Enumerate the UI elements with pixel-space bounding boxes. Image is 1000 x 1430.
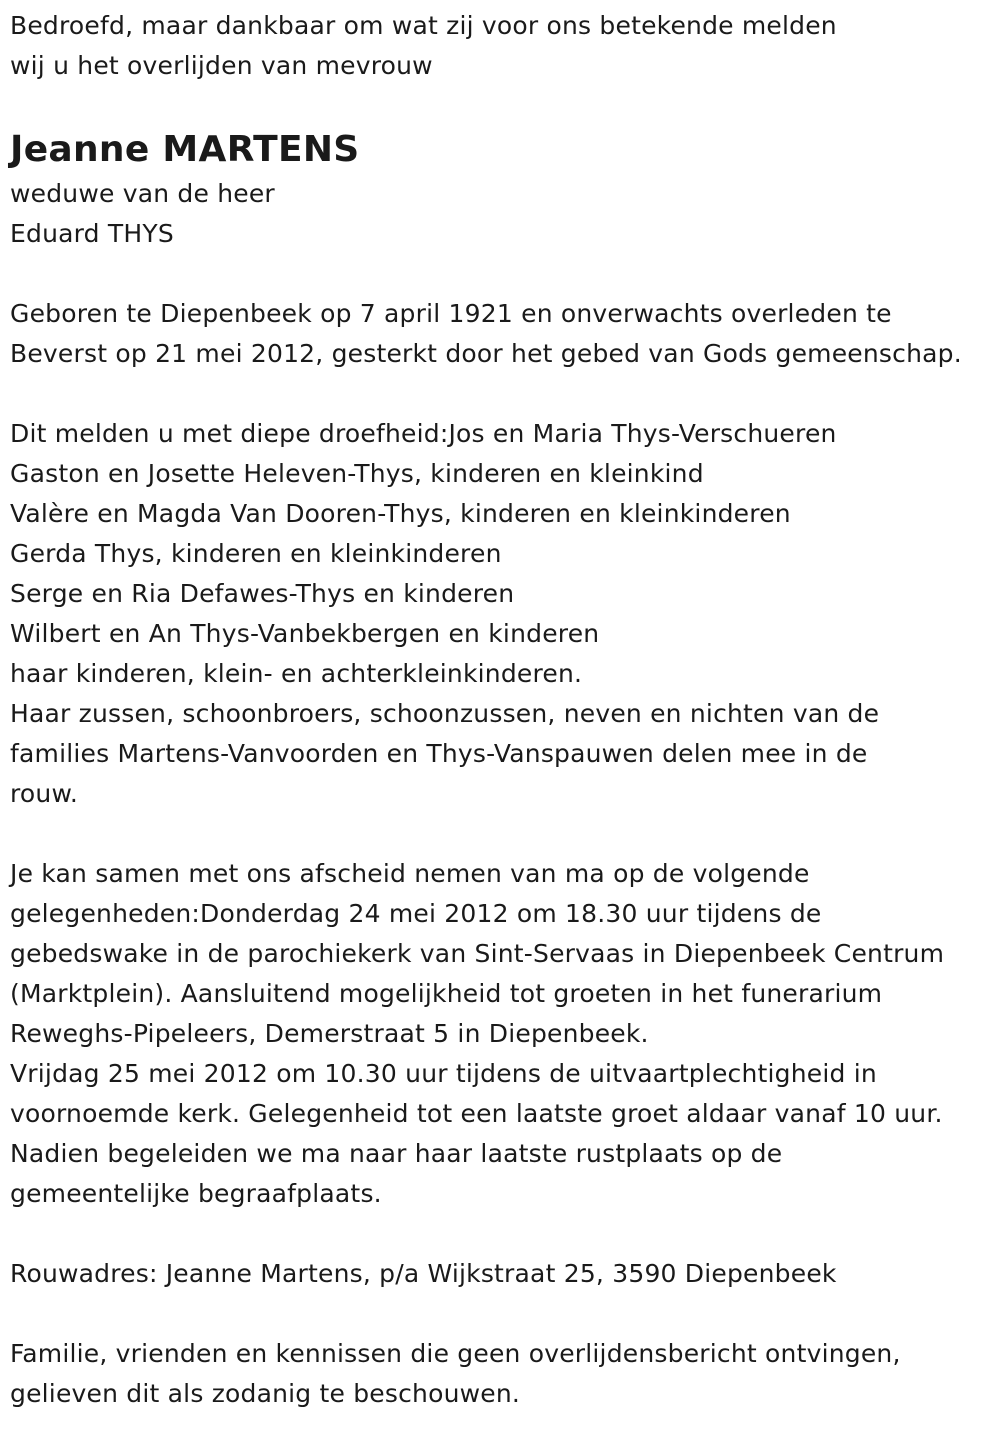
closing-paragraph (10, 1334, 995, 1414)
intro-line: Bedroefd, maar dankbaar om wat zij voor ons betekende melden (10, 11, 837, 40)
farewell-paragraph (10, 854, 995, 1214)
spouse-line: Eduard THYS (10, 219, 174, 248)
birth-death-paragraph (10, 294, 995, 374)
intro-paragraph (10, 6, 995, 86)
spouse-paragraph (10, 174, 995, 254)
farewell-line: gelegenheden:Donderdag 24 mei 2012 om 18.30 uur tijdens de (10, 899, 822, 928)
farewell-line: (Marktplein). Aansluitend mogelijkheid tot groeten in het funerarium (10, 979, 883, 1008)
farewell-line: gemeentelijke begraafplaats. (10, 1179, 382, 1208)
spacer (10, 1214, 995, 1254)
farewell-line: Vrijdag 25 mei 2012 om 10.30 uur tijdens de uitvaartplechtigheid in (10, 1059, 877, 1088)
family-line: Haar zussen, schoonbroers, schoonzussen, neven en nichten van de (10, 699, 880, 728)
farewell-line: Nadien begeleiden we ma naar haar laatste rustplaats op de (10, 1139, 783, 1168)
closing-line: Familie, vrienden en kennissen die geen overlijdensbericht ontvingen, (10, 1339, 901, 1368)
obituary-notice (10, 6, 995, 1414)
spacer (10, 374, 995, 414)
intro-line: wij u het overlijden van mevrouw (10, 51, 433, 80)
family-line: Gerda Thys, kinderen en kleinkinderen (10, 539, 502, 568)
farewell-line: gebedswake in de parochiekerk van Sint-Servaas in Diepenbeek Centrum (10, 939, 945, 968)
birth-death-line: Beverst op 21 mei 2012, gesterkt door het gebed van Gods gemeenschap. (10, 339, 962, 368)
family-line: families Martens-Vanvoorden en Thys-Vanspauwen delen mee in de (10, 739, 868, 768)
farewell-line: voornoemde kerk. Gelegenheid tot een laatste groet aldaar vanaf 10 uur. (10, 1099, 943, 1128)
family-line: Serge en Ria Defawes-Thys en kinderen (10, 579, 515, 608)
farewell-line: Je kan samen met ons afscheid nemen van ma op de volgende (10, 859, 810, 888)
birth-death-line: Geboren te Diepenbeek op 7 april 1921 en onverwachts overleden te (10, 299, 892, 328)
spouse-line: weduwe van de heer (10, 179, 275, 208)
family-paragraph (10, 414, 995, 814)
family-line: Valère en Magda Van Dooren-Thys, kinderen en kleinkinderen (10, 499, 791, 528)
address-line: Rouwadres: Jeanne Martens, p/a Wijkstraat 25, 3590 Diepenbeek (10, 1259, 837, 1288)
family-line: haar kinderen, klein- en achterkleinkinderen. (10, 659, 583, 688)
family-line: Dit melden u met diepe droefheid:Jos en Maria Thys-Verschueren (10, 419, 837, 448)
farewell-line: Reweghs-Pipeleers, Demerstraat 5 in Diepenbeek. (10, 1019, 649, 1048)
family-line: Wilbert en An Thys-Vanbekbergen en kinderen (10, 619, 600, 648)
spacer (10, 254, 995, 294)
family-line: Gaston en Josette Heleven-Thys, kinderen en kleinkind (10, 459, 704, 488)
deceased-name: Jeanne MARTENS (10, 129, 360, 170)
family-line: rouw. (10, 779, 78, 808)
spacer (10, 1294, 995, 1334)
closing-line: gelieven dit als zodanig te beschouwen. (10, 1379, 521, 1408)
spacer (10, 814, 995, 854)
address-paragraph (10, 1254, 995, 1294)
